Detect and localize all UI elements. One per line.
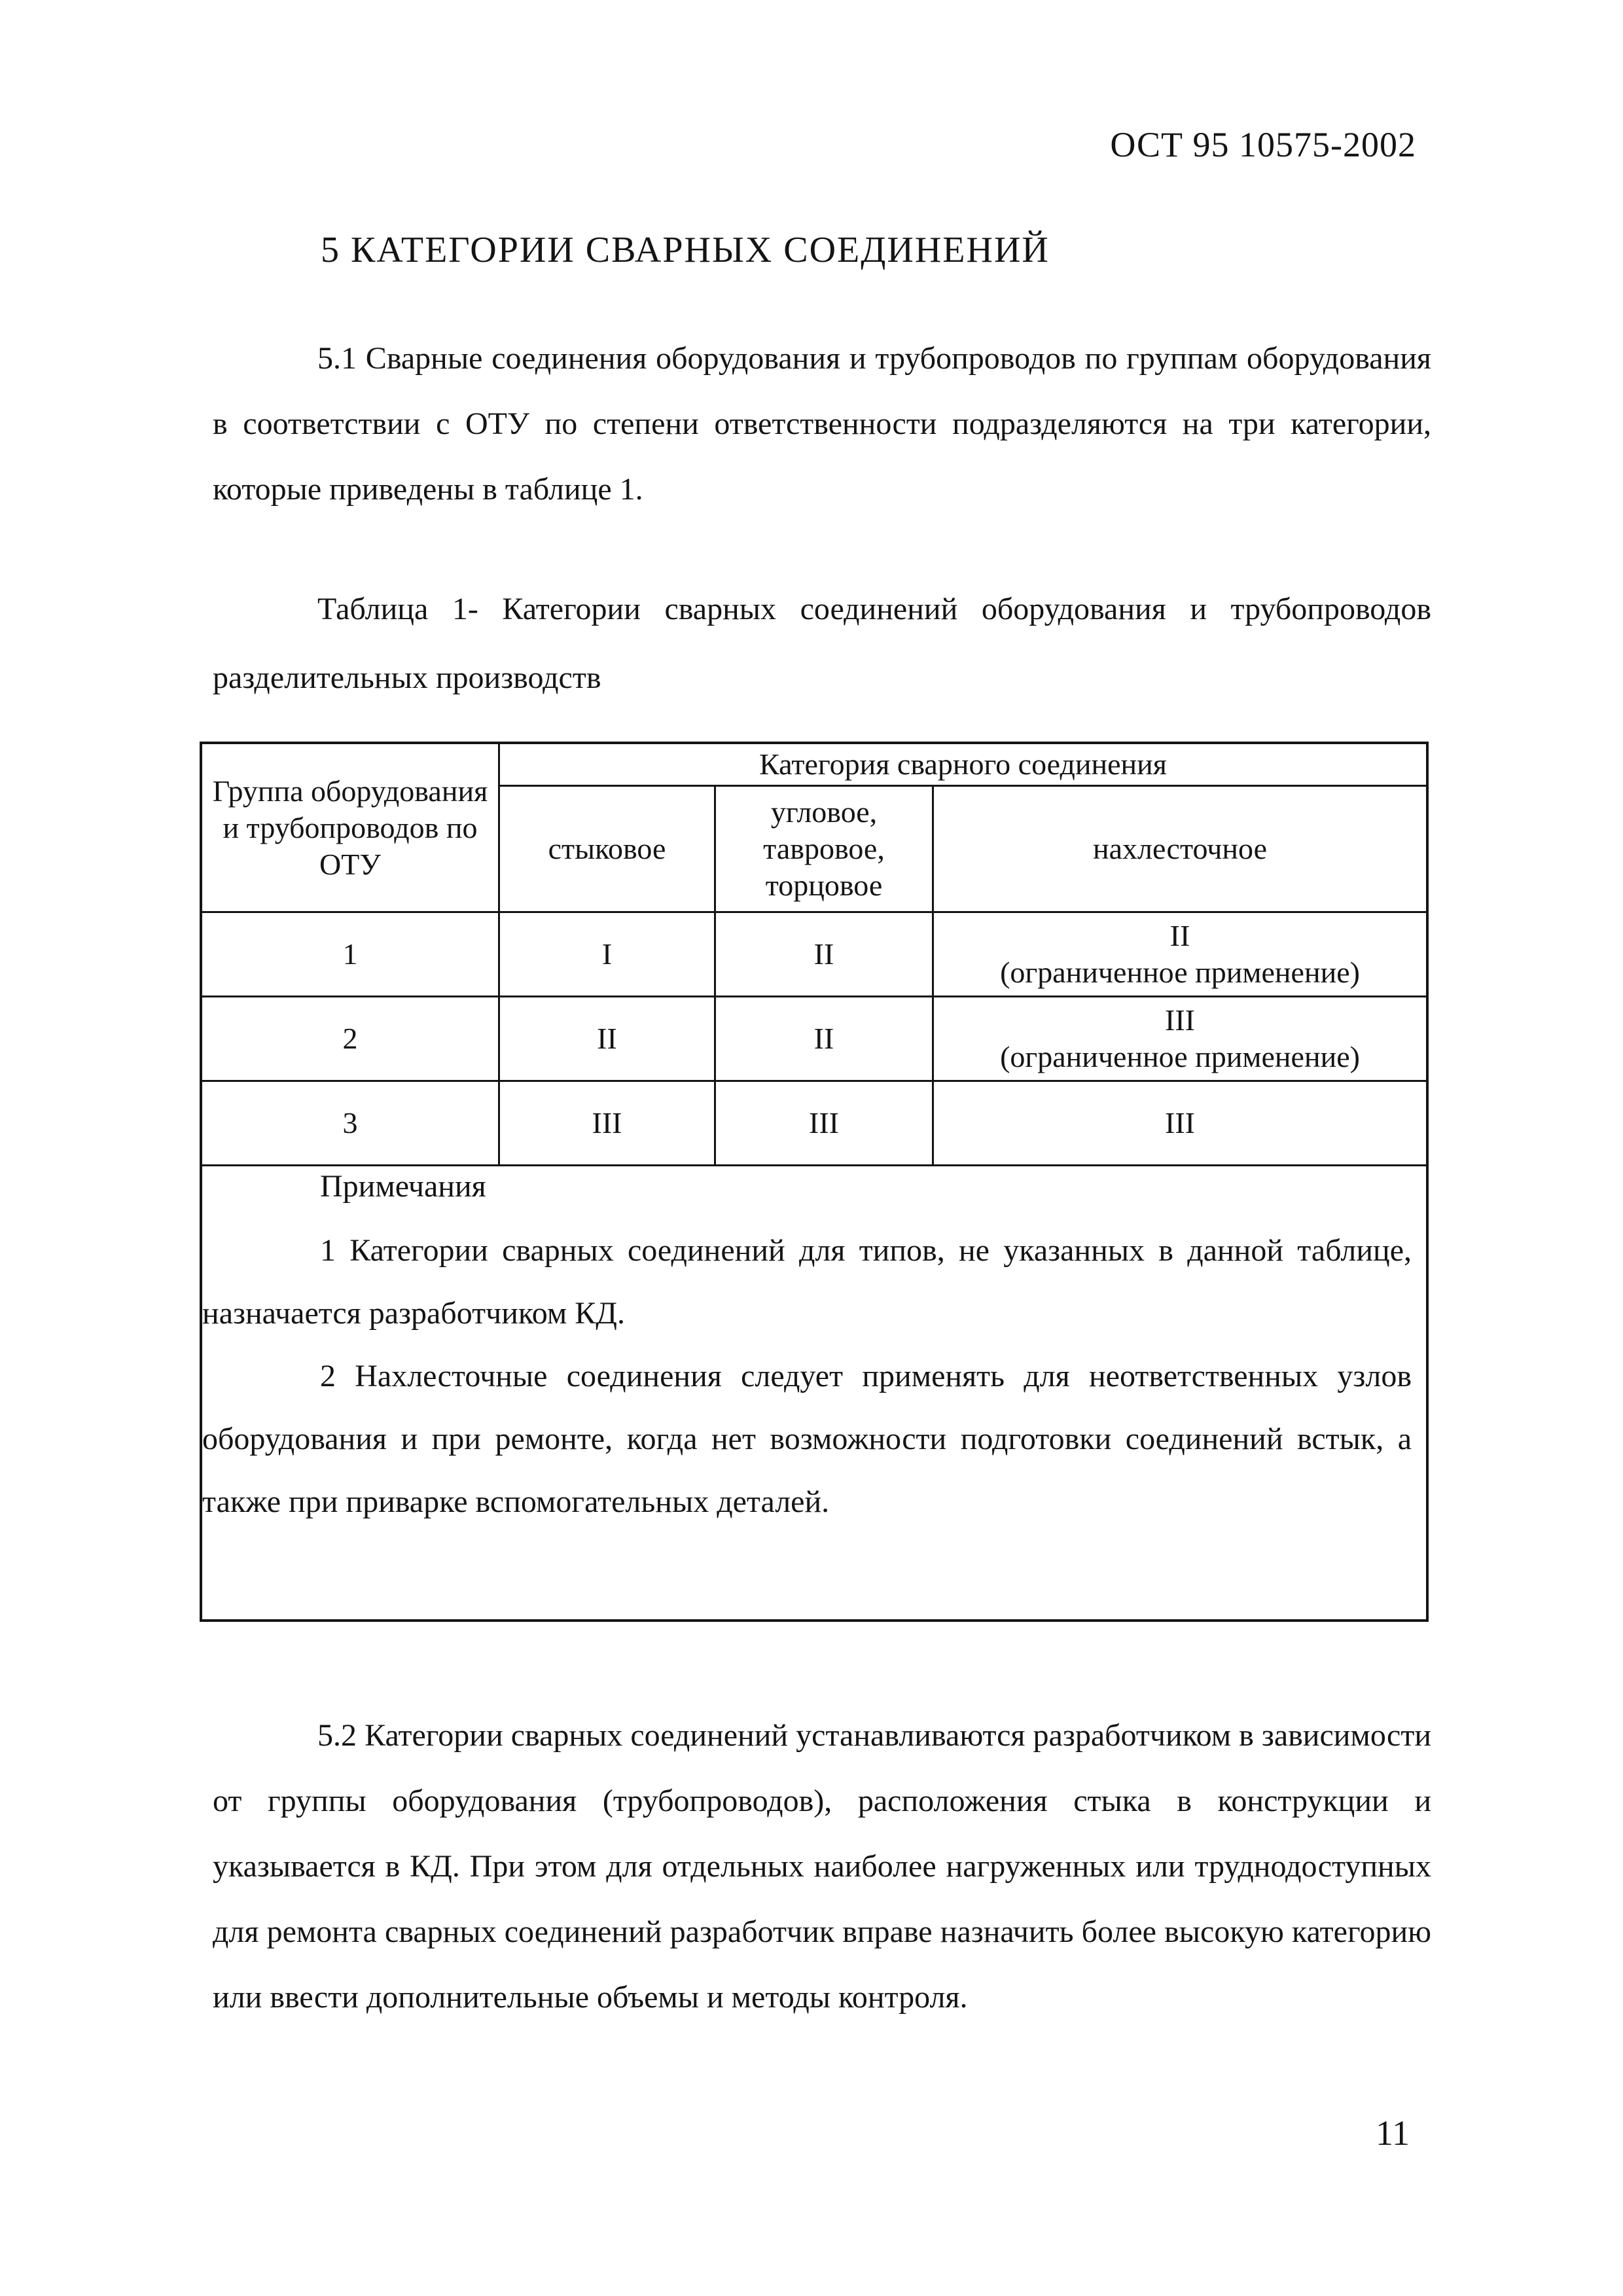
table-header-row: [202, 744, 1426, 786]
table-row: [202, 912, 1426, 997]
cell-corner: II: [715, 997, 933, 1081]
cell-group: 2: [202, 997, 499, 1081]
cell-group: 1: [202, 912, 499, 997]
cell-corner: II: [715, 912, 933, 997]
paragraph-5-2: 5.2 Категории сварных соединений устанавливаются разработчиком в зависимости от группы оборудования (трубопроводов), расположения стыка в конструкции и указывается в КД. При этом для отдельных наиболее нагруженных или труднодоступных для ремонта сварных соединений разработчик вправе назначить более высокую категорию или ввести дополнительные объемы и методы контроля.: [213, 1718, 1431, 2015]
cell-corner: III: [715, 1081, 933, 1166]
document-code: ОСТ 95 10575-2002: [1110, 125, 1416, 164]
subheader-corner: угловое, тавровое, торцовое: [715, 786, 933, 912]
cell-lap-note: (ограниченное применение): [1000, 1040, 1360, 1073]
note-1: 1 Категории сварных соединений для типов, не указанных в данной таблице, назначается разработчиком КД.: [202, 1233, 1412, 1331]
cell-lap: [933, 997, 1427, 1081]
page-number: 11: [1376, 2113, 1410, 2153]
cell-butt: III: [499, 1081, 715, 1166]
category-header-text: Категория сварного соединения: [759, 747, 1167, 781]
table-row: [202, 997, 1426, 1081]
table-caption: Таблица 1- Категории сварных соединений оборудования и трубопроводов разделительных производств: [213, 592, 1431, 695]
categories-table-frame: [200, 742, 1429, 1622]
cell-butt: II: [499, 997, 715, 1081]
subheader-lap: нахлесточное: [933, 786, 1427, 912]
note-2: 2 Нахлесточные соединения следует применять для неответственных узлов оборудования и при ремонте, когда нет возможности подготовки соединений встык, а также при приварке вспомогательных деталей.: [202, 1359, 1412, 1519]
category-header-cell: [499, 744, 1427, 786]
cell-lap: [933, 912, 1427, 997]
cell-lap-note: (ограниченное применение): [1000, 956, 1360, 989]
subheader-butt: стыковое: [499, 786, 715, 912]
section-title: 5 КАТЕГОРИИ СВАРНЫХ СОЕДИНЕНИЙ: [321, 230, 1050, 270]
paragraph-5-1: 5.1 Сварные соединения оборудования и трубопроводов по группам оборудования в соответствии с ОТУ по степени ответственности подразделяются на три категории, которые приведены в таблице 1.: [213, 341, 1431, 507]
group-header-text: Группа оборудования и трубопроводов по ОТУ: [212, 774, 488, 881]
categories-table: [202, 744, 1426, 1166]
cell-lap-category: III: [1165, 1106, 1195, 1139]
cell-butt: I: [499, 912, 715, 997]
cell-group: 3: [202, 1081, 499, 1166]
cell-lap: [933, 1081, 1427, 1166]
cell-lap-category: III: [1165, 1003, 1195, 1037]
notes-title: Примечания: [320, 1169, 486, 1204]
table-row: [202, 1081, 1426, 1166]
group-header-cell: [202, 744, 499, 912]
cell-lap-category: II: [1169, 919, 1190, 952]
